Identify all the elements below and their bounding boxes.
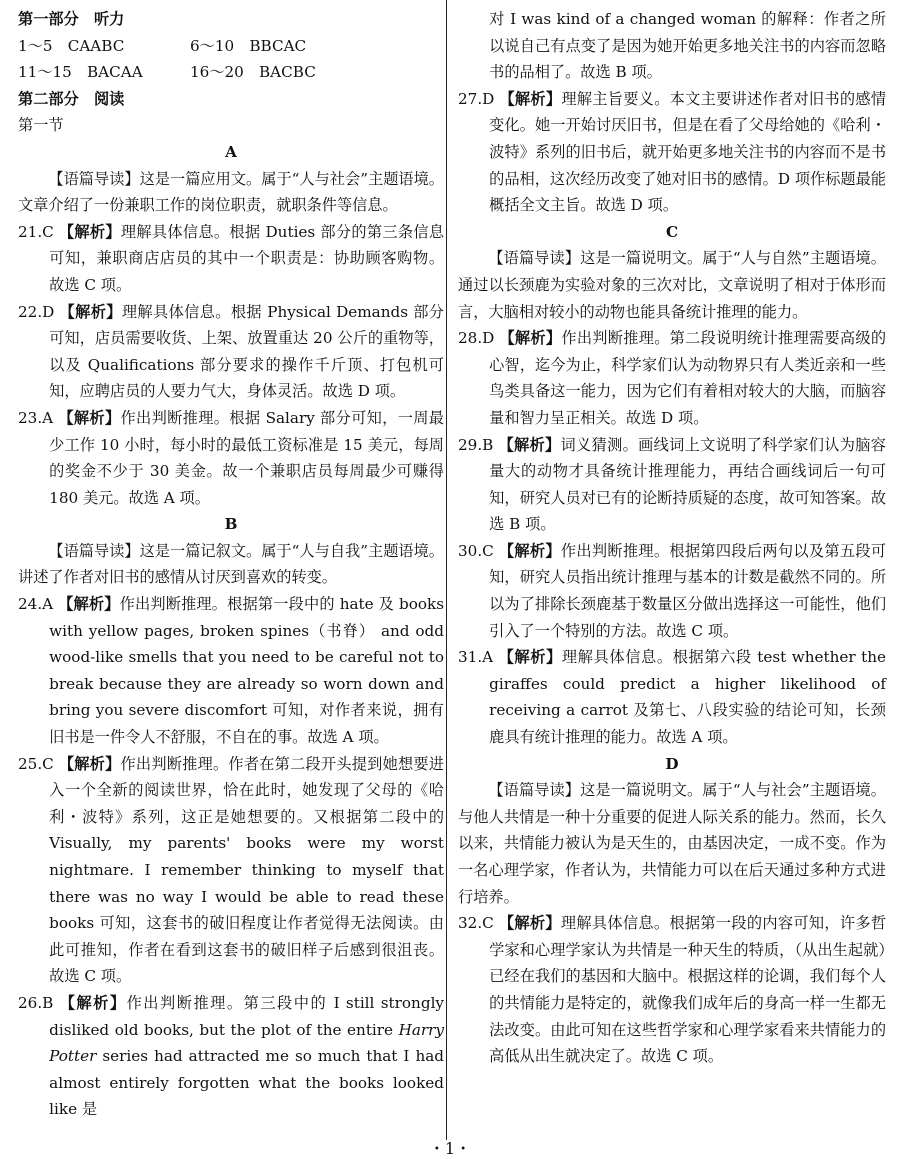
answer-row xyxy=(18,59,444,86)
passage-intro-b: 【语篇导读】这是一篇记叙文。属于“人与自我”主题语境。讲述了作者对旧书的感情从讨厌到喜欢的转变。 xyxy=(18,541,444,587)
answer-item-25: 25.C 【解析】作出判断推理。作者在第二段开头提到她想要进入一个全新的阅读世界，恰在此时，她发现了父母的《哈利・波特》系列，这正是她想要的。又根据第二段中的 Visually, my parents' books were my worst nightmare. I remember thinking to myself that there was no way I would be able to read these books 可知，这套书的破旧程度让作者觉得无法阅读。由此可推知，作者在看到这套书的破旧样子后感到很沮丧。故选 C 项。 xyxy=(18,754,445,986)
answer-range: 11～15 BACAA xyxy=(18,63,143,82)
passage-letter-a: A xyxy=(225,142,237,161)
answer-item-22: 22.D 【解析】理解具体信息。根据 Physical Demands 部分可知，店员需要收货、上架、放置重达 20 公斤的重物等，以及 Qualifications 部分要求的操作千斤顶、打包机可知，应聘店员的人要力气大，身体灵活。故选 D 项。 xyxy=(18,302,444,401)
answer-item-27: 27.D 【解析】理解主旨要义。本文主要讲述作者对旧书的感情变化。她一开始讨厌旧书，但是在看了父母给她的《哈利・波特》系列的旧书后，就开始更多地关注书的内容而不是书的品相，这次经历改变了她对旧书的感情。D 项作标题最能概括全文主旨。故选 D 项。 xyxy=(458,89,887,215)
part2-title: 第二部分 阅读 xyxy=(18,89,125,108)
passage-intro-a: 【语篇导读】这是一篇应用文。属于“人与社会”主题语境。文章介绍了一份兼职工作的岗位职责，就职条件等信息。 xyxy=(18,169,444,215)
answer-item-26: 26.B 【解析】作出判断推理。第三段中的 I still strongly disliked old books, but the plot of the entire Harry Potter series had attracted me so much that I had almost entirely forgotten what the books looked like 是 xyxy=(18,993,445,1119)
answer-item-21: 21.C 【解析】理解具体信息。根据 Duties 部分的第三条信息可知，兼职商店店员的其中一个职责是：协助顾客购物。故选 C 项。 xyxy=(18,222,445,294)
passage-letter-c: C xyxy=(665,222,679,241)
answer-item-29: 29.B 【解析】词义猜测。画线词上文说明了科学家们认为脑容量大的动物才具备统计推理能力，再结合画线词后一句可知，研究人员对已有的论断持质疑的态度，故可知答案。故选 B 项。 xyxy=(458,435,886,534)
passage-intro-c: 【语篇导读】这是一篇说明文。属于“人与自然”主题语境。通过以长颈鹿为实验对象的三次对比，文章说明了相对于体形而言，大脑相对较小的动物也能具备统计推理的能力。 xyxy=(458,249,886,321)
right-column xyxy=(458,6,886,1070)
passage-letter-d: D xyxy=(665,754,679,773)
answer-item-30: 30.C 【解析】作出判断推理。根据第四段后两句以及第五段可知，研究人员指出统计推理与基本的计数是截然不同的。所以为了排除长颈鹿基于数量区分做出选择这一可能性，他们引入了一个特别的方法。故选 C 项。 xyxy=(458,541,887,640)
part1-title: 第一部分 听力 xyxy=(18,10,125,28)
answer-row xyxy=(18,33,444,60)
answer-item-23: 23.A 【解析】作出判断推理。根据 Salary 部分可知，一周最少工作 10 小时，每小时的最低工资标准是 15 美元，每周的奖金不少于 30 美金。故一个兼职店员每周最少可赚得 180 美元。故选 A 项。 xyxy=(18,408,444,507)
answer-range: 1～5 CAABC xyxy=(18,36,125,55)
answer-item-26-continued: 对 I was kind of a changed woman 的解释：作者之所以说自己有点变了是因为她开始更多地关注书的内容而忽略书的品相了。故选 B 项。 xyxy=(489,10,886,82)
section-title: 第一节 xyxy=(18,116,64,135)
left-column xyxy=(18,6,444,1123)
passage-letter-b: B xyxy=(224,515,238,534)
answer-item-28: 28.D 【解析】作出判断推理。第二段说明统计推理需要高级的心智，迄今为止，科学家们认为动物界只有人类近亲和一些鸟类具备这一能力，因为它们有着相对较大的大脑，而脑容量和智力呈正相关。故选 D 项。 xyxy=(458,329,887,427)
answer-item-24: 24.A 【解析】作出判断推理。根据第一段中的 hate 及 books with yellow pages, broken spines（书脊） and odd wood-like smells that you need to be careful not to break because they are already so worn down and bring you severe discomfort 可知，对作者来说，拥有旧书是一件令人不舒服，不自在的事。故选 A 项。 xyxy=(18,595,445,747)
page-number: ・1・ xyxy=(428,1139,472,1158)
column-divider xyxy=(446,0,447,1140)
answer-item-32: 32.C 【解析】理解具体信息。根据第一段的内容可知，许多哲学家和心理学家认为共情是一种天生的特质，（从出生起就）已经在我们的基因和大脑中。根据这样的论调，我们每个人的共情能力是特定的，就像我们成年后的身高一样一生都无法改变。由此可知在这些哲学家和心理学家看来共情能力的高低从出生就决定了。故选 C 项。 xyxy=(458,914,887,1066)
answer-range: 16～20 BACBC xyxy=(190,63,316,82)
answer-range: 6～10 BBCAC xyxy=(190,36,307,55)
passage-intro-d: 【语篇导读】这是一篇说明文。属于“人与社会”主题语境。与他人共情是一种十分重要的促进人际关系的能力。然而，长久以来，共情能力被认为是天生的，由基因决定，一成不变。作为一名心理学家，作者认为，共情能力可以在后天通过多种方式进行培养。 xyxy=(458,781,886,906)
answer-item-31: 31.A 【解析】理解具体信息。根据第六段 test whether the giraffes could predict a higher likelihood of receiving a carrot 及第七、八段实验的结论可知，长颈鹿具有统计推理的能力。故选 A 项。 xyxy=(458,648,886,747)
